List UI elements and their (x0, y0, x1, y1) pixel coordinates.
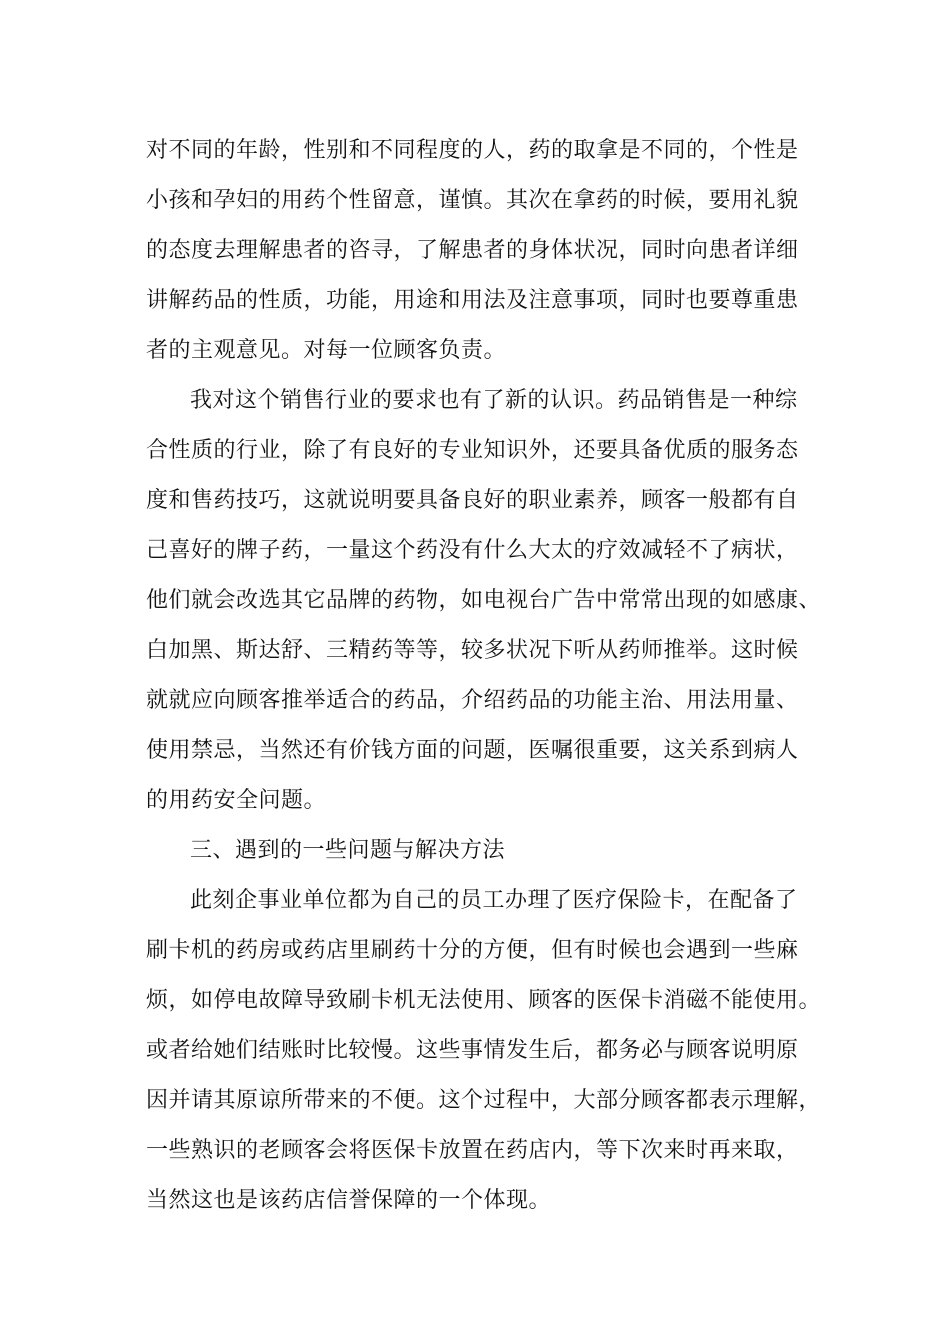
text-line: 就就应向顾客推举适合的药品，介绍药品的功能主治、用法用量、 (146, 688, 799, 713)
text-line: 讲解药品的性质，功能，用途和用法及注意事项，同时也要尊重患 (146, 288, 799, 313)
text-line: 者的主观意见。对每一位顾客负责。 (146, 338, 507, 363)
text-line: 他们就会改选其它品牌的药物，如电视台广告中常常出现的如感康、 (146, 588, 822, 613)
paragraph-first-line: 我对这个销售行业的要求也有了新的认识。药品销售是一种综 (190, 388, 798, 413)
text-line: 使用禁忌，当然还有价钱方面的问题，医嘱很重要，这关系到病人 (146, 738, 799, 763)
text-line: 对不同的年龄，性别和不同程度的人，药的取拿是不同的，个性是 (146, 138, 799, 163)
text-line: 白加黑、斯达舒、三精药等等，较多状况下听从药师推举。这时候 (146, 638, 799, 663)
text-line: 的态度去理解患者的咨寻，了解患者的身体状况，同时向患者详细 (146, 238, 799, 263)
text-line: 小孩和孕妇的用药个性留意，谨慎。其次在拿药的时候，要用礼貌 (146, 188, 799, 213)
text-line: 因并请其原谅所带来的不便。这个过程中，大部分顾客都表示理解， (146, 1088, 822, 1113)
text-line: 的用药安全问题。 (146, 788, 327, 813)
text-line: 度和售药技巧，这就说明要具备良好的职业素养，顾客一般都有自 (146, 488, 799, 513)
text-line: 合性质的行业，除了有良好的专业知识外，还要具备优质的服务态 (146, 438, 799, 463)
paragraph-first-line: 此刻企事业单位都为自己的员工办理了医疗保险卡，在配备了 (190, 888, 798, 913)
text-line: 一些熟识的老顾客会将医保卡放置在药店内，等下次来时再来取， (146, 1138, 799, 1163)
text-line: 当然这也是该药店信誉保障的一个体现。 (146, 1188, 552, 1213)
text-line: 或者给她们结账时比较慢。这些事情发生后，都务必与顾客说明原 (146, 1038, 799, 1063)
text-line: 烦，如停电故障导致刷卡机无法使用、顾客的医保卡消磁不能使用。 (146, 988, 822, 1013)
text-line: 己喜好的牌子药，一量这个药没有什么大太的疗效减轻不了病状， (146, 538, 799, 563)
text-line: 刷卡机的药房或药店里刷药十分的方便，但有时候也会遇到一些麻 (146, 938, 799, 963)
section-heading: 三、遇到的一些问题与解决方法 (190, 838, 506, 863)
